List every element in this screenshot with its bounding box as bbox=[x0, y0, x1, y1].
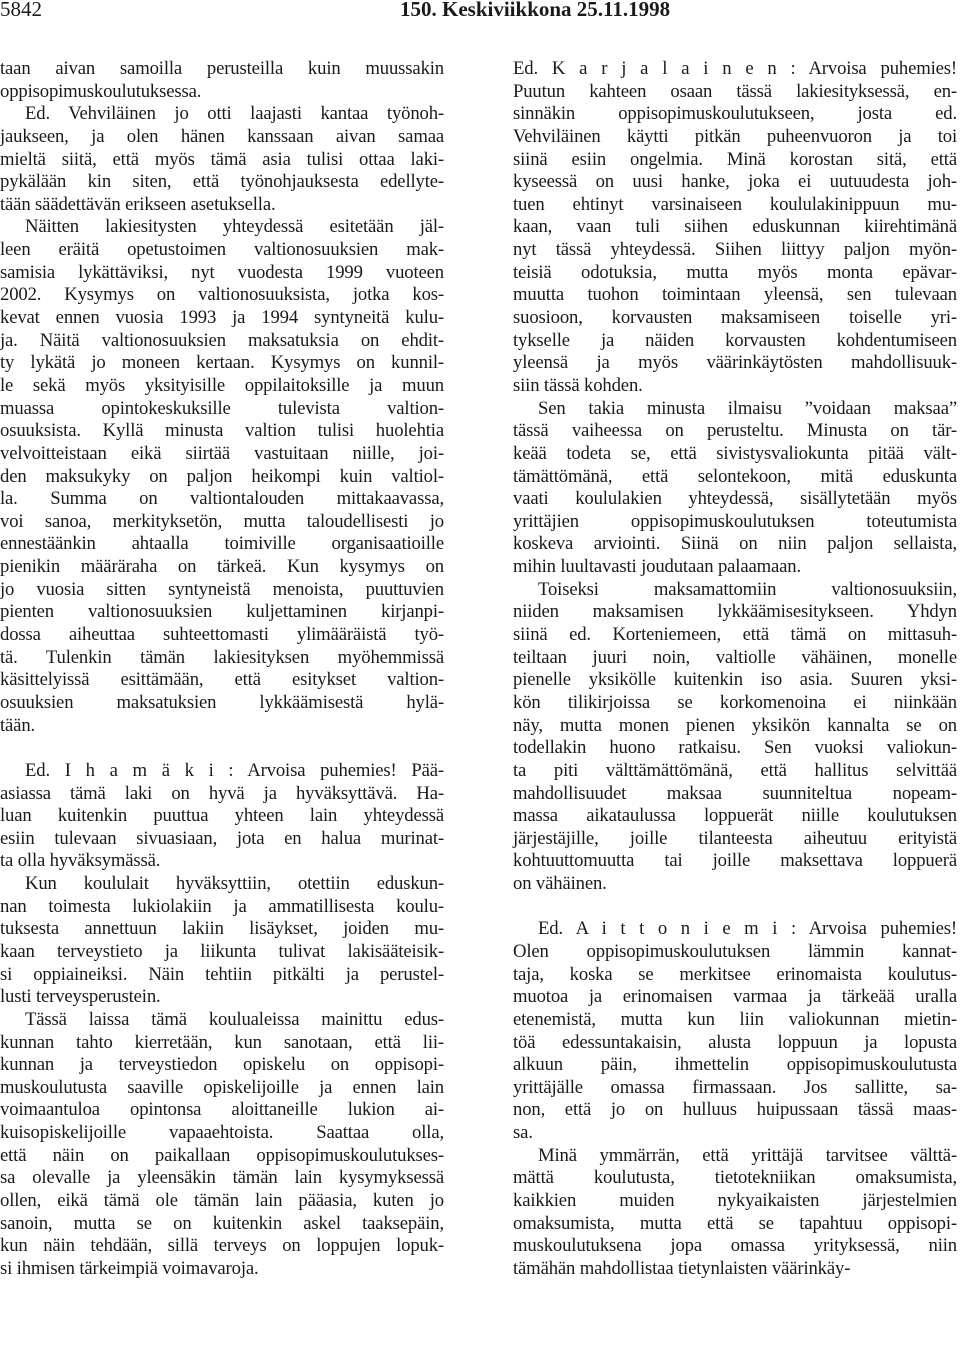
paragraph bbox=[513, 918, 957, 1144]
text-line: Olen oppisopimuskoulutuksen lämmin kannat- bbox=[513, 940, 957, 962]
text-line: mieltä siitä, että myös tämä asia tulisi ottaa laki- bbox=[0, 148, 444, 170]
text-line: pykälään kin siten, että työnohjauksesta edellyte- bbox=[0, 171, 444, 193]
text-line: Kun koululait hyväksyttiin, otettiin eduskun- bbox=[25, 873, 444, 895]
text-line: pienikin määräraha on tärkeä. Kun kysymys on bbox=[0, 556, 444, 578]
text-line: si ihmisen tärkeimpiä voimavaroja. bbox=[0, 1257, 259, 1279]
text-line: luan kuitenkin puuttua yhteen lain yhteydessä bbox=[0, 805, 444, 827]
paragraph bbox=[513, 1145, 957, 1281]
text-line: niiden maksamisen lykkäämisesitykseen. Yhdyn bbox=[513, 601, 957, 623]
text-line: tässä vaiheessa on perusteltu. Minusta on tär- bbox=[513, 420, 957, 442]
paragraph bbox=[513, 398, 957, 579]
text-line: le sekä myös yksityisille oppilaitoksille ja muun bbox=[0, 374, 444, 396]
text-line: töä edessuntakaisin, alusta loppuun ja lopusta bbox=[513, 1031, 957, 1053]
text-line: pienelle yksikölle kuitenkin iso asia. Suuren yksi- bbox=[513, 669, 957, 691]
text-line: muassa opintokeskuksille tulevista valtion- bbox=[0, 397, 444, 419]
text-line: dossa aiheuttaa suhteettomasti ylimääräistä työ- bbox=[0, 624, 444, 646]
left-column bbox=[0, 58, 444, 1281]
text-line: jaukseen, ja olen hänen kanssaan aivan samaa bbox=[0, 125, 444, 147]
text-line: kunnan tahto kierretään, kun sanotaan, että lii- bbox=[0, 1031, 444, 1053]
text-line: sa olevalle ja yleensäkin tämän lain kysymyksessä bbox=[0, 1167, 444, 1189]
text-line: että näin on paikallaan oppisopimuskoulutukses- bbox=[0, 1144, 444, 1166]
text-line: Sen takia minusta ilmaisu ”voidaan maksaa” bbox=[538, 397, 957, 419]
text-line: ollen, eikä tämä ole tämän lain pääasia, kuten jo bbox=[0, 1190, 444, 1212]
text-line: non, että jo on hulluus huipussaan tässä maas- bbox=[513, 1099, 957, 1121]
text-line: suosioon, korvausten maksamiseen toiselle yri- bbox=[513, 307, 957, 329]
text-line: kaan terveystieto ja liikunta tulivat lakisääteisik- bbox=[0, 940, 444, 962]
paragraph bbox=[0, 760, 444, 873]
text-line: asiassa tämä laki on hyvä ja hyväksyttävä. Ha- bbox=[0, 782, 444, 804]
text-line: kunnan ja terveystiedon opiskelu on oppisopi- bbox=[0, 1054, 444, 1076]
text-line: siinä esiin ongelmia. Minä korostan sitä, että bbox=[513, 148, 957, 170]
text-line: kohtuuttomuutta tai joille maksettava loppuerä bbox=[513, 850, 957, 872]
text-line: Vehviläinen käytti pitkän puheenvuoron ja toi bbox=[513, 125, 957, 147]
text-line: samisia lykättäviksi, nyt vuodesta 1999 vuoteen bbox=[0, 261, 444, 283]
text-line: kyseessä on uusi hanke, joka ei uutuudesta joh- bbox=[513, 171, 957, 193]
text-line: Ed. A i t t o n i e m i : Arvoisa puhemies! bbox=[538, 918, 957, 940]
text-line: massa aikataulussa loppuerät niille koulutuksen bbox=[513, 805, 957, 827]
text-line: taja, koska se merkitsee erinomaista koulutus- bbox=[513, 963, 957, 985]
text-line: kön tilikirjoissa se korkomenoina ei niinkään bbox=[513, 691, 957, 713]
text-line: muutta tuohon toimintaan yleensä, sen tulevaan bbox=[513, 284, 957, 306]
text-line: muskoulutuksena jopa omassa yrityksessä, niin bbox=[513, 1235, 957, 1257]
text-line: keää todeta se, että sivistysvaliokunta pitää vält- bbox=[513, 442, 957, 464]
text-line: tä. Tulenkin tämän lakiesityksen myöhemmissä bbox=[0, 646, 444, 668]
text-line: sanoin, mutta se on kuitenkin askel taaksepäin, bbox=[0, 1212, 444, 1234]
text-line: Ed. I h a m ä k i : Arvoisa puhemies! Pää- bbox=[25, 759, 444, 781]
text-line: koskeva arviointi. Siinä on niin paljon sellaista, bbox=[513, 533, 957, 555]
session-date: 150. Keskiviikkona 25.11.1998 bbox=[400, 0, 671, 21]
paragraph bbox=[0, 58, 444, 103]
text-line: sa. bbox=[513, 1122, 533, 1144]
page-number: 5842 bbox=[0, 0, 42, 21]
text-line: leen eräitä opetustoimen valtionosuuksien mak- bbox=[0, 239, 444, 261]
text-line: Näitten lakiesitysten yhteydessä esitetään jäl- bbox=[25, 216, 444, 238]
text-line: 2002. Kysymys on valtionosuuksista, jotka kos- bbox=[0, 284, 444, 306]
text-line: yleensä ja myös väärinkäytösten mahdollisuuk- bbox=[513, 352, 957, 374]
text-line: tuen ehtinyt varsinaiseen koululakinippuun mu- bbox=[513, 193, 957, 215]
text-line: tämättömänä, että selontekoon, mitä eduskunta bbox=[513, 465, 957, 487]
text-line: tämähän mahdollistaa tietynlaisten väärinkäy- bbox=[513, 1257, 851, 1279]
text-line: todellakin huono ratkaisu. Sen vuoksi valiokun- bbox=[513, 737, 957, 759]
text-line: si oppiaineiksi. Näin tehtiin pitkälti ja perustel- bbox=[0, 963, 444, 985]
text-line: teisiä odotuksia, mutta myös monta epävar- bbox=[513, 261, 957, 283]
text-line: voimaantuloa opintonsa aloittaneille lukion ai- bbox=[0, 1099, 444, 1121]
text-line: alkuun päin, ihmettelin oppisopimuskoulutusta bbox=[513, 1054, 957, 1076]
text-line: kuisopiskelijoille vapaaehtoista. Saattaa olla, bbox=[0, 1122, 444, 1144]
text-line: nan toimesta lukiolakiin ja ammatillisesta koulu- bbox=[0, 895, 444, 917]
text-line: tuksesta annettuun lakiin lisäykset, joiden mu- bbox=[0, 918, 444, 940]
text-line: velvoitteistaan eikä siirtää vastuitaan niille, joi- bbox=[0, 442, 444, 464]
text-line: omaksumista, mutta että se tapahtuu oppisopi- bbox=[513, 1212, 957, 1234]
text-line: la. Summa on valtiontalouden mittakaavassa, bbox=[0, 488, 444, 510]
paragraph bbox=[513, 579, 957, 896]
text-line: tään säädettävän erikseen asetuksella. bbox=[0, 193, 276, 215]
text-line: osuuksien maksatuksien lykkäämisestä hylä- bbox=[0, 691, 444, 713]
text-line: siin tässä kohden. bbox=[513, 374, 643, 396]
text-line: den maksukyky on paljon heikompi kuin valtiol- bbox=[0, 465, 444, 487]
text-line: yrittäjien oppisopimuskoulutuksen toteutumista bbox=[513, 510, 957, 532]
text-line: mättä koulutusta, tietotekniikan omaksumista, bbox=[513, 1167, 957, 1189]
text-line: muskoulutusta saaville opiskelijoille ja ennen lain bbox=[0, 1076, 444, 1098]
text-line: näy, mutta monen pienen yksikön kannalta se on bbox=[513, 714, 957, 736]
text-line: mihin luultavasti joudutaan palaamaan. bbox=[513, 556, 802, 578]
text-line: kevat ennen vuosia 1993 ja 1994 syntyneitä kulu- bbox=[0, 307, 444, 329]
text-line: esiin tulevaan sivuasiaan, jota en halua murinat- bbox=[0, 827, 444, 849]
text-line: tykselle ja näiden korvausten kohdentumiseen bbox=[513, 329, 957, 351]
text-line: teiltaan juuri noin, valtiolle vähäinen, monelle bbox=[513, 646, 957, 668]
text-line: Toiseksi maksamattomiin valtionosuuksiin, bbox=[538, 578, 957, 600]
text-line: pienten valtionosuuksien kuljettaminen kirjanpi- bbox=[0, 601, 444, 623]
text-line: käsittelyissä esittämään, että esitykset valtion- bbox=[0, 669, 444, 691]
text-line: siinä ed. Korteniemeen, että tämä on mittasuh- bbox=[513, 624, 957, 646]
paragraph bbox=[0, 873, 444, 1009]
text-line: ty lykätä jo moneen kertaan. Kysymys on kunnil- bbox=[0, 352, 444, 374]
right-column bbox=[513, 58, 957, 1281]
paragraph bbox=[513, 58, 957, 398]
text-line: kaikkien muiden nykyaikaisten järjestelmien bbox=[513, 1190, 957, 1212]
paragraph bbox=[0, 1009, 444, 1281]
text-line: tään. bbox=[0, 714, 36, 736]
text-line: taan aivan samoilla perusteilla kuin muussakin bbox=[0, 58, 444, 79]
text-line: Minä ymmärrän, että yrittäjä tarvitsee välttä- bbox=[538, 1144, 957, 1166]
text-line: nyt tässä yhteydessä. Siihen liittyy paljon myön- bbox=[513, 239, 957, 261]
text-line: ennestäänkin ahtaalla toimiville organisaatioille bbox=[0, 533, 444, 555]
text-line: Ed. K a r j a l a i n e n : Arvoisa puhemies! bbox=[513, 58, 957, 79]
text-line: oppisopimuskoulutuksessa. bbox=[0, 80, 202, 102]
text-line: järjestäjille, joille tilanteesta aiheutuu erityistä bbox=[513, 827, 957, 849]
text-line: yrittäjälle omassa firmassaan. Jos sallitte, sa- bbox=[513, 1076, 957, 1098]
paragraph bbox=[0, 103, 444, 216]
text-line: mahdollisuudet maksaa suunniteltua nopeam- bbox=[513, 782, 957, 804]
paragraph bbox=[0, 216, 444, 737]
text-line: jo vuosia sitten syntyneistä menoista, puuttuvien bbox=[0, 578, 444, 600]
text-line: osuuksista. Kyllä minusta valtion tulisi huolehtia bbox=[0, 420, 444, 442]
text-line: Tässä laissa tämä koulualeissa mainittu edus- bbox=[25, 1008, 444, 1030]
text-line: kun näin tehdään, sillä terveys on loppujen lopuk- bbox=[0, 1235, 444, 1257]
text-line: ja. Näitä valtionosuuksien maksatuksia on ehdit- bbox=[0, 329, 444, 351]
text-line: voi sanoa, merkityksetön, mutta taloudellisesti jo bbox=[0, 510, 444, 532]
text-line: etenemistä, mutta kun liin valiokunnan mietin- bbox=[513, 1008, 957, 1030]
text-line: kaan, vaan tuli siihen eduskunnan kiirehtimänä bbox=[513, 216, 957, 238]
text-line: lusti terveysperustein. bbox=[0, 986, 161, 1008]
page-header bbox=[0, 0, 960, 20]
text-line: on vähäinen. bbox=[513, 873, 607, 895]
text-line: Puutun kahteen osaan tässä lakiesityksessä, en- bbox=[513, 80, 957, 102]
text-line: vaati koululakien yhteydessä, sisällytetään myös bbox=[513, 488, 957, 510]
text-line: ta olla hyväksymässä. bbox=[0, 850, 161, 872]
text-line: muotoa ja erinomaisen varmaa ja tärkeää uralla bbox=[513, 986, 957, 1008]
text-line: sinnäkin oppisopimuskoulutukseen, josta ed. bbox=[513, 103, 957, 125]
text-line: ta piti välttämättömänä, että hallitus selvittää bbox=[513, 759, 957, 781]
text-line: Ed. Vehviläinen jo otti laajasti kantaa työnoh- bbox=[25, 103, 444, 125]
